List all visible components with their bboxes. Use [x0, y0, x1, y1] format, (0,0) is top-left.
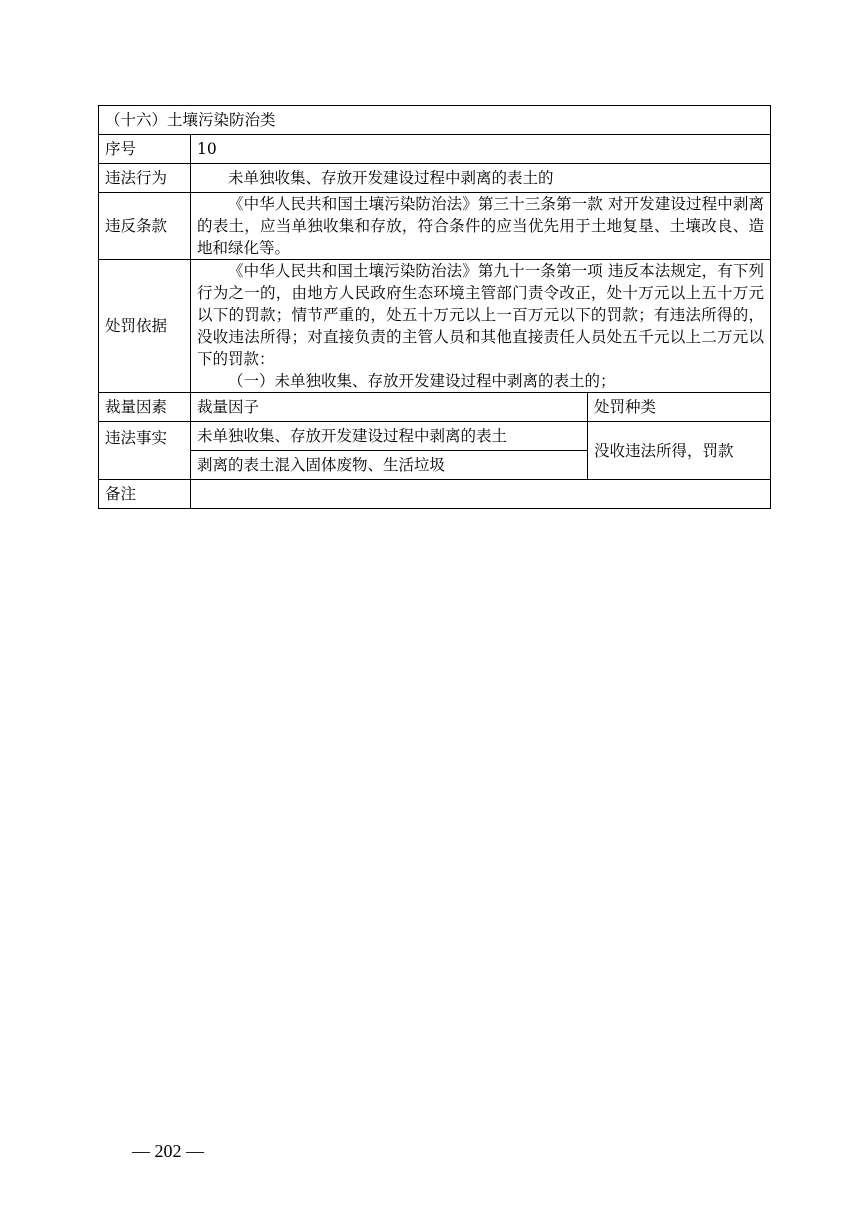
discretion-factor-header: 裁量因子 — [191, 393, 588, 422]
penalty-basis-item: （一）未单独收集、存放开发建设过程中剥离的表土的； — [228, 372, 616, 390]
remarks-label: 备注 — [99, 480, 191, 509]
remarks-row — [99, 480, 771, 509]
violation-row — [99, 164, 771, 193]
violation-label: 违法行为 — [99, 164, 191, 193]
penalty-basis-label: 处罚依据 — [99, 260, 191, 393]
facts-row-1 — [99, 422, 771, 451]
violation-value: 未单独收集、存放开发建设过程中剥离的表土的 — [191, 164, 771, 193]
remarks-value — [191, 480, 771, 509]
fact-item: 未单独收集、存放开发建设过程中剥离的表土 — [191, 422, 588, 451]
fact-item: 剥离的表土混入固体废物、生活垃圾 — [191, 451, 588, 480]
discretion-row — [99, 393, 771, 422]
discretion-penalty-type-header: 处罚种类 — [588, 393, 771, 422]
serial-label: 序号 — [99, 135, 191, 164]
serial-value: 10 — [191, 135, 771, 164]
violated-clause-label: 违反条款 — [99, 193, 191, 260]
section-title: （十六）土壤污染防治类 — [99, 106, 771, 135]
penalty-basis-paragraph: 《中华人民共和国土壤污染防治法》第九十一条第一项 违反本法规定，有下列行为之一的，由地方人民政府生态环境主管部门责令改正，处十万元以上五十万元以下的罚款；情节严重的，处五十万元以上一百万元以下的罚款；有违法所得的，没收违法所得；对直接负责的主管人员和其他直接责任人员处五千元以上二万元以下的罚款： — [197, 262, 764, 368]
discretion-label: 裁量因素 — [99, 393, 191, 422]
violated-clause-value: 《中华人民共和国土壤污染防治法》第三十三条第一款 对开发建设过程中剥离的表土，应当单独收集和存放，符合条件的应当优先用于土地复垦、土壤改良、造地和绿化等。 — [191, 193, 771, 260]
penalty-basis-row — [99, 260, 771, 393]
section-title-row — [99, 106, 771, 135]
page-number: — 202 — — [132, 1141, 204, 1161]
violated-clause-row — [99, 193, 771, 260]
facts-penalty: 没收违法所得，罚款 — [588, 422, 771, 480]
facts-label: 违法事实 — [99, 422, 191, 480]
enforcement-table — [98, 105, 771, 509]
penalty-basis-value — [191, 260, 771, 393]
serial-row — [99, 135, 771, 164]
